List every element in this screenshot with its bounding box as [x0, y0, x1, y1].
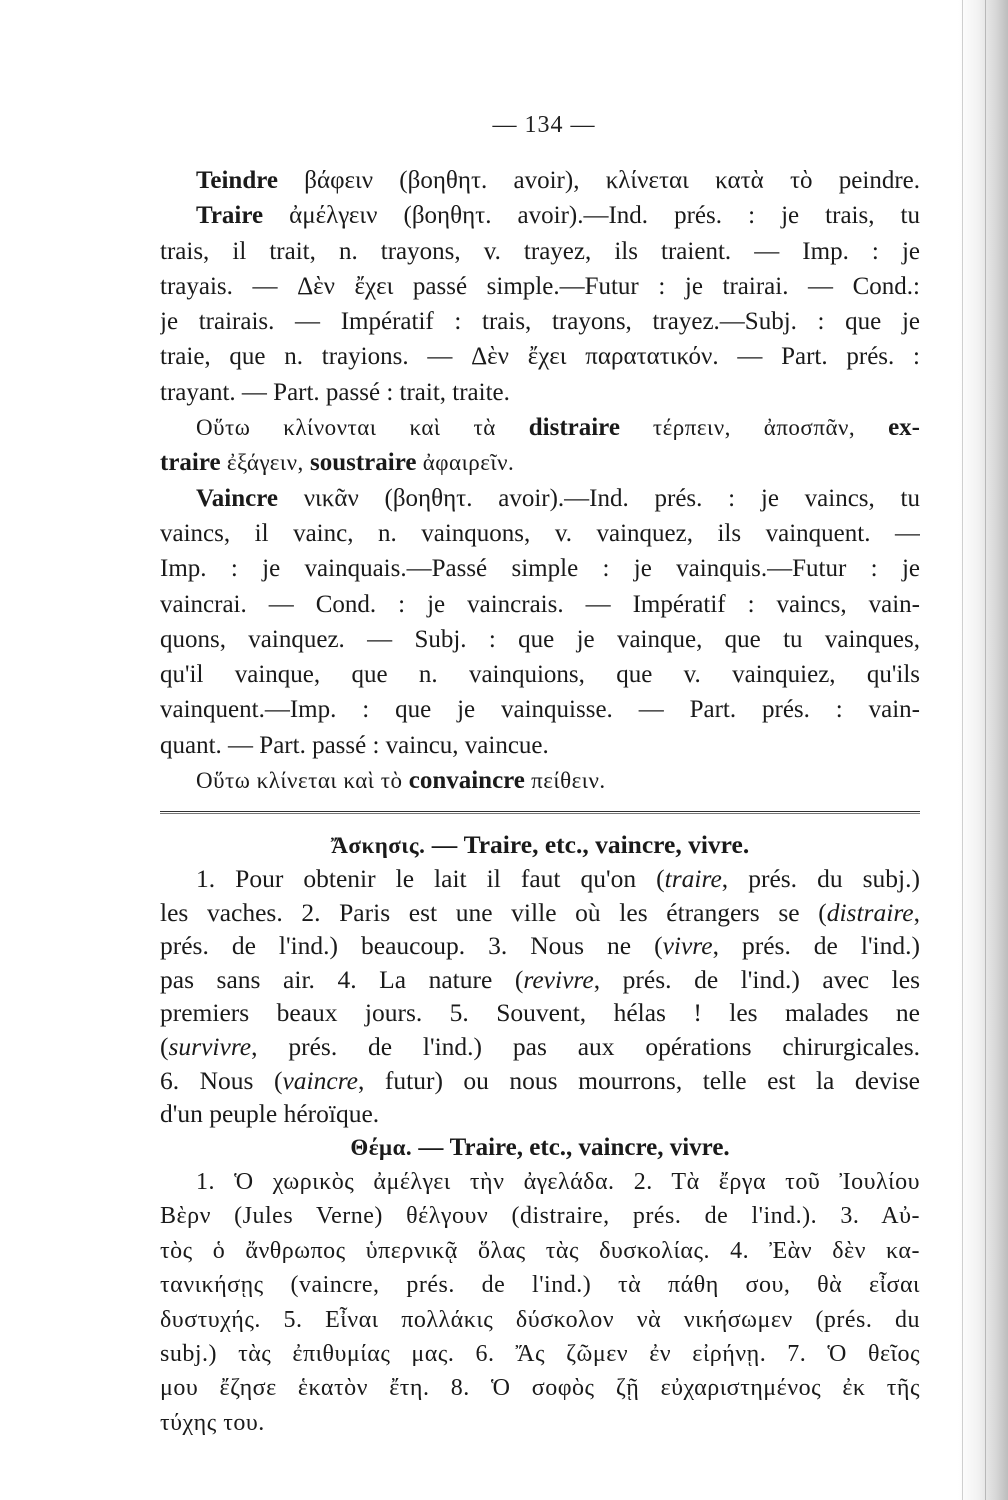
entry-line: je trairais. — Impératif : trais, trayons, trayez.—Subj. : que je	[160, 308, 920, 336]
exercise-text: ,	[913, 897, 920, 927]
exercise-text: 1. Pour obtenir le lait il faut qu'on (	[196, 863, 665, 893]
verb-reference: distraire	[826, 897, 914, 927]
exercise-text: premiers beaux jours. 5. Souvent, hélas ! les malades ne	[160, 998, 920, 1028]
exercise-text: prés. de l'ind.) beaucoup. 3. Nous ne (	[160, 931, 663, 961]
exercise-line	[160, 963, 920, 997]
verb-entry-traire	[160, 198, 920, 410]
theme-line: δυστυχής. 5. Εἶναι πολλάκις δύσκολον νὰ νικήσωμεν (prés. du	[160, 1306, 920, 1333]
verb-headword: ex-	[888, 414, 920, 442]
theme-line: τύχης του.	[160, 1409, 265, 1436]
similar-verbs-vaincre	[160, 763, 920, 798]
entry-line	[160, 198, 920, 233]
entry-line: quant. — Part. passé : vaincu, vaincue.	[160, 731, 549, 759]
theme-line: Βὲρν (Jules Verne) θέλγουν (distraire, prés. de l'ind.). 3. Αὐ-	[160, 1203, 920, 1230]
verb-reference: vivre	[662, 931, 713, 961]
exercise-text: les vaches. 2. Paris est une ville où les étrangers se (	[160, 897, 827, 927]
exercise-line	[160, 996, 920, 1030]
greek-text: πείθειν.	[524, 768, 606, 794]
greek-text: Οὕτω κλίνεται καὶ τὸ	[196, 768, 409, 794]
entry-line: vaincs, il vainc, n. vainquons, v. vainquez, ils vainquent. —	[160, 519, 920, 547]
heading-greek: Ἄσκησις.	[330, 833, 426, 859]
divider-line	[160, 811, 920, 814]
verb-reference: survivre	[168, 1031, 252, 1061]
page-edge-shadow	[958, 0, 1008, 1500]
verb-headword: Vaincre	[196, 484, 278, 512]
exercise-text: , futur) ou nous mourrons, telle est la devise	[358, 1065, 920, 1095]
entry-line: vainquent.—Imp. : que je vainquisse. — Part. prés. : vain-	[160, 696, 920, 724]
page-body	[160, 163, 920, 1440]
entry-text: νικᾶν (βοηθητ. avoir).—Ind. prés. : je vaincs, tu	[277, 484, 920, 512]
theme-heading	[160, 1131, 920, 1165]
verb-entry-vaincre	[160, 481, 920, 763]
verb-reference: revivre	[523, 964, 594, 994]
exercise-section	[160, 828, 920, 1130]
greek-text: ἐξάγειν,	[220, 450, 310, 476]
verb-headword: soustraire	[309, 449, 417, 477]
verb-headword: Teindre	[196, 167, 278, 194]
entry-text: βάφειν (βοηθητ. avoir), κλίνεται κατὰ τὸ peindre.	[277, 167, 920, 194]
theme-section	[160, 1131, 920, 1441]
exercise-line	[160, 1030, 920, 1064]
verb-headword: convaincre	[408, 767, 525, 795]
entry-line	[160, 410, 920, 445]
verb-headword: Traire	[196, 202, 264, 230]
page-number: — 134 —	[492, 112, 596, 138]
heading-text: — Traire, etc., vaincre, vivre.	[425, 830, 750, 860]
verb-headword: traire	[160, 449, 221, 477]
verb-headword: distraire	[528, 414, 620, 442]
theme-line: 1. Ὁ χωρικὸς ἀμέλγει τὴν ἀγελάδα. 2. Τὰ ἔργα τοῦ Ἰουλίου	[196, 1169, 920, 1196]
theme-lines	[160, 1165, 920, 1440]
exercise-text: pas sans air. 4. La nature (	[160, 964, 524, 994]
entry-text: ἀμέλγειν (βοηθητ. avoir).—Ind. prés. : je trais, tu	[263, 202, 920, 230]
theme-line: τὸς ὁ ἄνθρωπος ὑπερνικᾷ ὅλας τὰς δυσκολίας. 4. Ἐὰν δὲν κα-	[160, 1237, 920, 1264]
exercise-text: , prés. de l'ind.) avec les	[593, 964, 920, 994]
exercise-text: , prés. de l'ind.) pas aux opérations chirurgicales.	[251, 1031, 920, 1061]
heading-text: — Traire, etc., vaincre, vivre.	[412, 1133, 730, 1161]
entry-line: trayais. — Δὲν ἔχει passé simple.—Futur : je trairai. — Cond.:	[160, 272, 920, 300]
exercise-line	[160, 1097, 920, 1131]
entry-line: Imp. : je vainquais.—Passé simple : je vainquis.—Futur : je	[160, 555, 920, 583]
exercise-text: , prés. de l'ind.)	[712, 931, 920, 961]
theme-line: subj.) τὰς ἐπιθυμίας μας. 6. Ἄς ζῶμεν ἐν εἰρήνῃ. 7. Ὁ θεῖος	[160, 1341, 920, 1368]
exercise-line	[160, 929, 920, 963]
entry-line: vaincrai. — Cond. : je vaincrais. — Impératif : vaincs, vain-	[160, 590, 920, 618]
entry-line: quons, vainquez. — Subj. : que je vainque, que tu vainques,	[160, 625, 920, 653]
theme-line: τανικήσῃς (vaincre, prés. de l'ind.) τὰ πάθη σου, θὰ εἶσαι	[160, 1272, 920, 1299]
exercise-lines	[160, 862, 920, 1131]
exercise-text: d'un peuple héroïque.	[160, 1099, 380, 1129]
entry-line: trais, il trait, n. trayons, v. trayez, ils traient. — Imp. : je	[160, 237, 920, 265]
entry-line	[160, 445, 920, 480]
exercise-line	[160, 862, 920, 896]
section-divider	[160, 798, 920, 828]
exercise-heading	[160, 828, 920, 862]
exercise-text: (	[160, 1031, 169, 1061]
verb-reference: traire	[664, 863, 722, 893]
heading-greek: Θέμα.	[350, 1134, 413, 1160]
entry-line	[160, 163, 920, 198]
verb-reference: vaincre	[282, 1065, 358, 1095]
entry-line	[160, 763, 920, 798]
entry-line: traie, que n. trayions. — Δὲν ἔχει παρατατικόν. — Part. prés. :	[160, 343, 920, 371]
entry-line: trayant. — Part. passé : trait, traite.	[160, 378, 510, 406]
page-edge-line	[962, 0, 963, 1500]
similar-verbs-traire	[160, 410, 920, 481]
exercise-text: 6. Nous (	[160, 1065, 283, 1095]
exercise-line	[160, 1064, 920, 1098]
verb-entry-teindre	[160, 163, 920, 198]
theme-line: μου ἔζησε ἑκατὸν ἔτη. 8. Ὁ σοφὸς ζῇ εὐχαριστημένος ἐκ τῆς	[160, 1375, 920, 1402]
entry-line: qu'il vainque, que n. vainquions, que v. vainquiez, qu'ils	[160, 661, 920, 689]
exercise-text: , prés. du subj.)	[721, 863, 920, 893]
exercise-line	[160, 896, 920, 930]
entry-line	[160, 481, 920, 516]
greek-text: ἀφαιρεῖν.	[416, 450, 515, 476]
greek-text: τέρπειν, ἀποσπᾶν,	[619, 415, 889, 441]
page-edge-line	[985, 0, 986, 1500]
greek-text: Οὕτω κλίνονται καὶ τὰ	[196, 415, 529, 441]
